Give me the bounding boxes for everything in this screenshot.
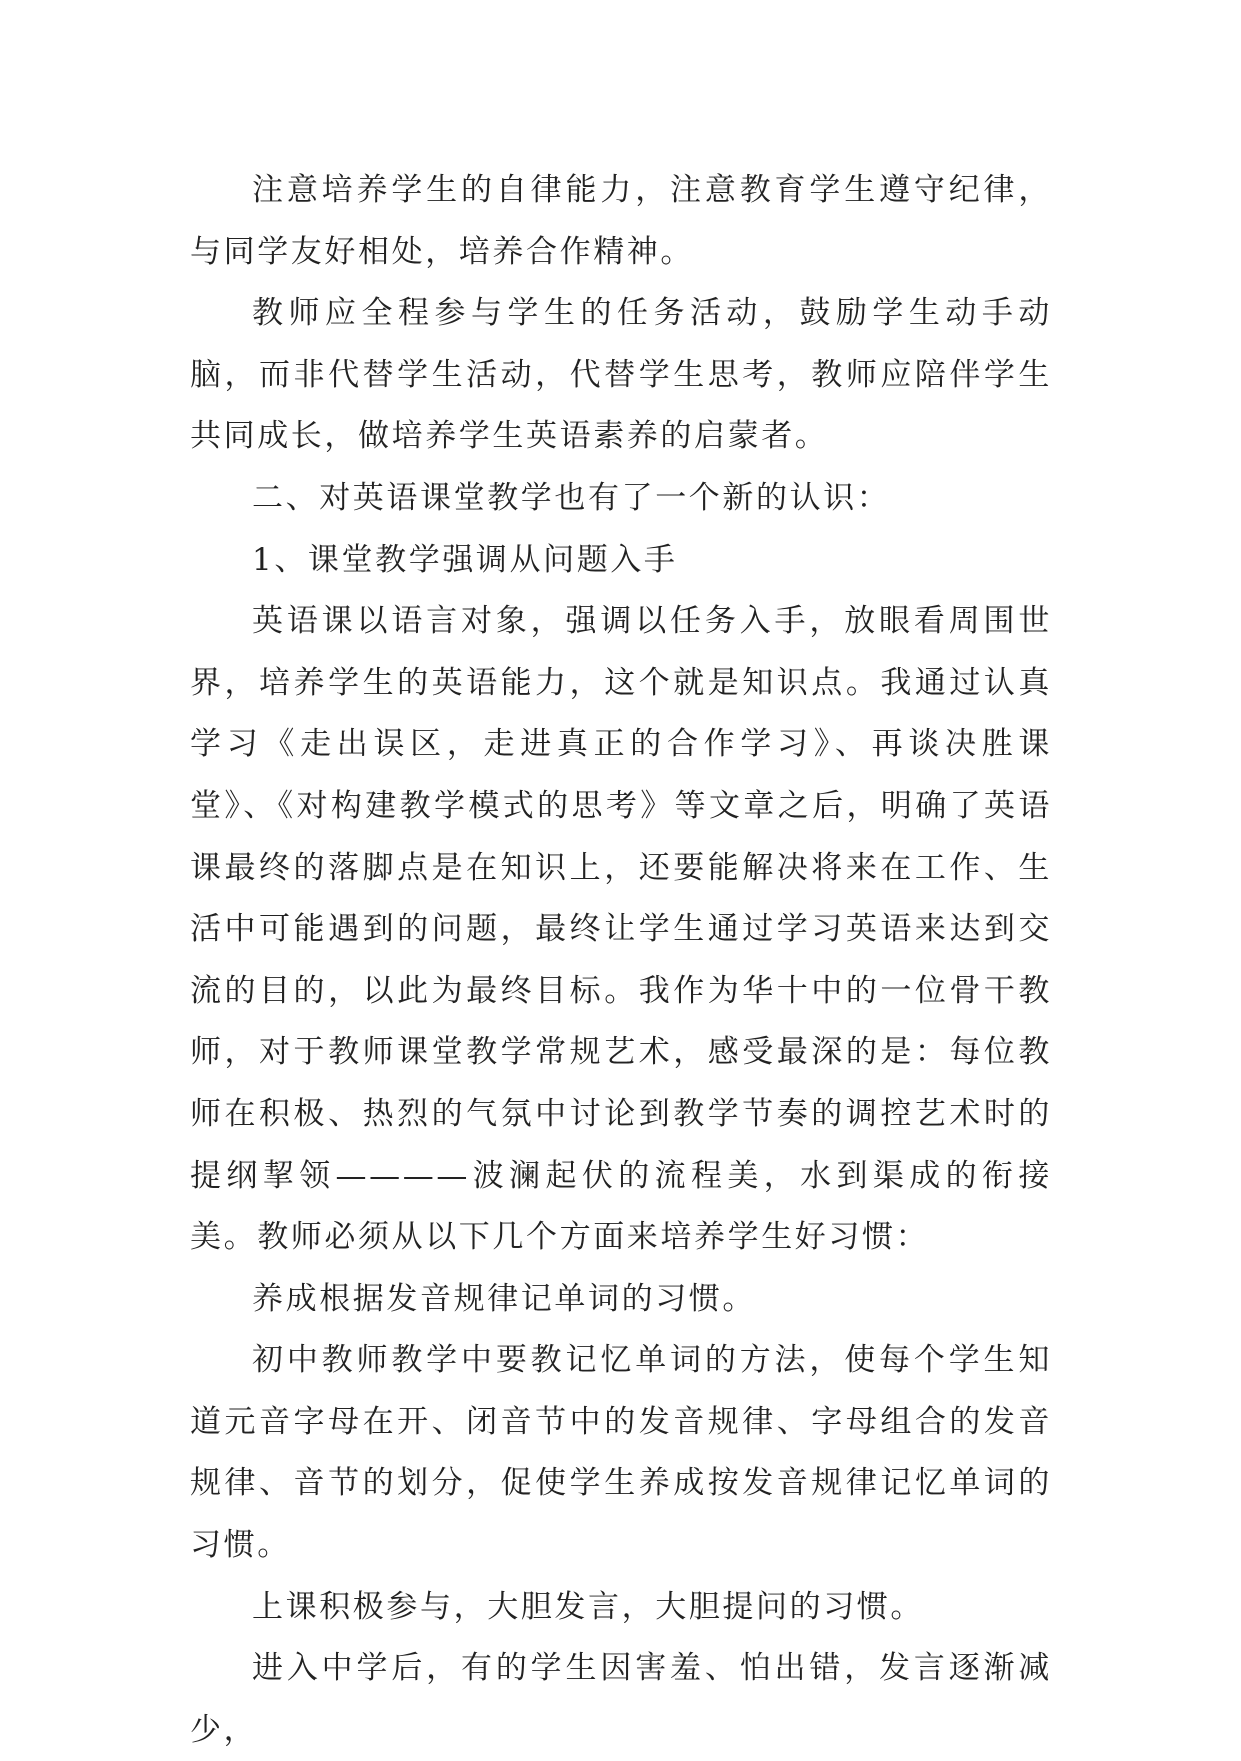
paragraph: 注意培养学生的自律能力，注意教育学生遵守纪律，与同学友好相处，培养合作精神。	[190, 172, 1052, 270]
paragraph: 英语课以语言对象，强调以任务入手，放眼看周围世界，培养学生的英语能力，这个就是知识点。我通过认真学习《走出误区，走进真正的合作学习》、再谈决胜课堂》、《对构建教学模式的思考》等文章之后，明确了英语课最终的落脚点是在知识上，还要能解决将来在工作、生活中可能遇到的问题，最终让学生通过学习英语来达到交流的目的，以此为最终目标。我作为华十中的一位骨干教师，对于教师课堂教学常规艺术，感受最深的是：每位教师在积极、热烈的气氛中讨论到教学节奏的调控艺术时的提纲挈领————波澜起伏的流程美，水到渠成的衔接美。教师必须从以下几个方面来培养学生好习惯：	[190, 603, 1052, 1256]
subsection-heading: 1、课堂教学强调从问题入手	[252, 541, 678, 578]
document-body	[190, 160, 1052, 1761]
paragraph: 上课积极参与，大胆发言，大胆提问的习惯。	[252, 1588, 924, 1625]
paragraph: 进入中学后，有的学生因害羞、怕出错，发言逐渐减少，	[190, 1650, 1052, 1748]
paragraph: 教师应全程参与学生的任务活动，鼓励学生动手动脑，而非代替学生活动，代替学生思考，教师应陪伴学生共同成长，做培养学生英语素养的启蒙者。	[190, 295, 1052, 455]
paragraph: 初中教师教学中要教记忆单词的方法，使每个学生知道元音字母在开、闭音节中的发音规律、字母组合的发音规律、音节的划分，促使学生养成按发音规律记忆单词的习惯。	[190, 1342, 1052, 1564]
section-heading: 二、对英语课堂教学也有了一个新的认识：	[252, 479, 891, 516]
paragraph: 养成根据发音规律记单词的习惯。	[252, 1280, 756, 1317]
